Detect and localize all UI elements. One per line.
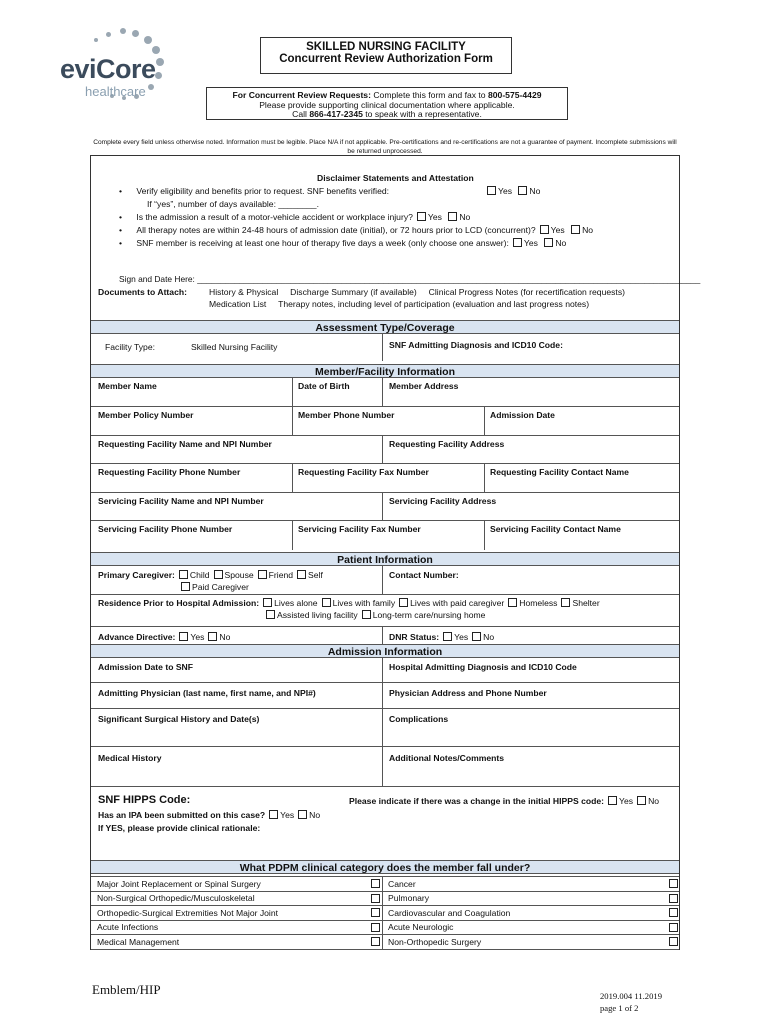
lives-alone-label: Lives alone [274,598,318,608]
bullet-therapy-notes: • All therapy notes are within 24-48 hours of admission date (initial), or 72 hours prior to LCD (concurrent)? Yes No [119,225,594,235]
divider [292,520,293,550]
shelter-label: Shelter [572,598,600,608]
pdpm-category-label: Orthopedic-Surgical Extremities Not Major Joint [97,907,279,918]
servicing-phone-field[interactable]: Servicing Facility Phone Number [98,524,233,534]
lives-family-checkbox[interactable] [322,598,331,607]
pdpm-category-label: Acute Infections [97,922,159,933]
yes-checkbox[interactable] [417,212,426,221]
row-line [91,520,679,521]
member-address-field[interactable]: Member Address [389,381,459,391]
requesting-contact-field[interactable]: Requesting Facility Contact Name [490,467,629,477]
pdpm-checkbox[interactable] [371,879,380,888]
pdpm-category-label: Cancer [388,878,416,889]
pdpm-checkbox[interactable] [371,894,380,903]
homeless-label: Homeless [519,598,558,608]
divider [382,876,383,949]
physician-field[interactable]: Admitting Physician (last name, first name, and NPI#) [98,688,316,698]
paid-caregiver-checkbox[interactable] [181,582,190,591]
member-name-field[interactable]: Member Name [98,381,157,391]
hipps-change-row [349,796,659,806]
call-prefix: Call [292,109,307,119]
form-body [90,155,701,950]
benefits-options [483,186,540,196]
form-title [260,37,512,74]
self-label: Self [308,570,323,580]
divider [382,626,383,644]
pdpm-category-label: Medical Management [97,936,180,947]
spouse-checkbox[interactable] [214,570,223,579]
completion-notice: Complete every field unless otherwise noted. Information must be legible. Place N/A if not applicable. Pre-certifications and re-certifications are not a guarantee of payment. Incomplete submissions will be returned unprocessed. [93,139,677,155]
documents-line1: History & Physical Discharge Summary (if available) Clinical Progress Notes (for recertification requests) [209,287,625,297]
pdpm-checkbox[interactable] [669,937,678,946]
lives-alone-checkbox[interactable] [263,598,272,607]
lives-family-label: Lives with family [332,598,396,608]
dnr-row [389,632,494,642]
documents-label: Documents to Attach: [98,287,187,297]
ipa-row [98,810,320,820]
assisted-checkbox[interactable] [266,610,275,619]
self-checkbox[interactable] [297,570,306,579]
no-label: No [459,212,471,222]
bullet-text: Verify eligibility and benefits prior to request. SNF benefits verified: [136,186,390,196]
yes-label: Yes [619,796,634,806]
divider [292,406,293,435]
yes-label: Yes [190,632,205,642]
patient-heading: Patient Information [91,552,679,566]
contact-number-field[interactable]: Contact Number: [389,570,459,580]
requesting-address-field[interactable]: Requesting Facility Address [389,439,505,449]
pdpm-category-label: Acute Neurologic [388,922,454,933]
member-heading: Member/Facility Information [91,364,679,378]
fax-text: Complete this form and fax to [373,90,486,100]
days-available: If “yes”, number of days available: ________. [147,199,319,209]
facility-type-label: Facility Type: [105,342,155,352]
divider [382,435,383,463]
title-line1: SKILLED NURSING FACILITY [306,41,466,53]
row-line [91,435,679,436]
hipps-change-label: Please indicate if there was a change in the initial HIPPS code: [349,796,605,806]
sign-and-date[interactable]: Sign and Date Here: ____________________________________________________________________________________________________________ [119,274,701,284]
requesting-fax-field[interactable]: Requesting Facility Fax Number [298,467,429,477]
hospital-diagnosis-field[interactable]: Hospital Admitting Diagnosis and ICD10 Code [389,662,577,672]
pdpm-category-label: Major Joint Replacement or Spinal Surgery [97,878,261,889]
pdpm-category-label: Pulmonary [388,893,430,904]
pdpm-checkbox[interactable] [669,879,678,888]
pdpm-checkbox[interactable] [371,923,380,932]
divider [292,463,293,492]
yes-label: Yes [454,632,469,642]
child-checkbox[interactable] [179,570,188,579]
row-line [91,876,679,877]
no-label: No [648,796,660,806]
phone-number: 866-417-2345 [309,109,363,119]
servicing-address-field[interactable]: Servicing Facility Address [389,496,497,506]
ipa-no-checkbox[interactable] [298,810,307,819]
divider [382,566,383,594]
pdpm-checkbox[interactable] [669,894,678,903]
pdpm-heading: What PDPM clinical category does the member fall under? [91,860,679,874]
no-checkbox[interactable] [518,186,527,195]
fax-instructions [206,87,568,120]
admission-date-snf-field[interactable]: Admission Date to SNF [98,662,194,672]
residence-row2 [262,610,485,620]
yes-label: Yes [427,212,442,222]
complications-field[interactable]: Complications [389,714,449,724]
pdpm-checkbox[interactable] [371,908,380,917]
logo-sub: healthcare [85,84,146,99]
surgical-history-field[interactable]: Significant Surgical History and Date(s) [98,714,260,724]
advance-yes-checkbox[interactable] [179,632,188,641]
row-line [91,934,679,935]
ipa-yes-checkbox[interactable] [269,810,278,819]
bullet-therapy-hours: • SNF member is receiving at least one hour of therapy five days a week (only choose one answer): Yes No [119,238,567,248]
shelter-checkbox[interactable] [561,598,570,607]
facility-type-value[interactable]: Skilled Nursing Facility [191,342,278,352]
no-label: No [529,186,541,196]
longterm-checkbox[interactable] [362,610,371,619]
servicing-contact-field[interactable]: Servicing Facility Contact Name [490,524,621,534]
divider [382,378,383,406]
no-label: No [219,632,231,642]
yes-checkbox[interactable] [513,238,522,247]
yes-checkbox[interactable] [487,186,496,195]
servicing-name-field[interactable]: Servicing Facility Name and NPI Number [98,496,264,506]
dnr-label: DNR Status: [389,632,440,642]
row-line [91,406,679,407]
no-label: No [483,632,495,642]
additional-notes-field[interactable]: Additional Notes/Comments [389,753,505,763]
hipps-no-checkbox[interactable] [637,796,646,805]
yes-label: Yes [280,810,295,820]
row-line [91,708,679,709]
divider [484,463,485,492]
lives-paid-checkbox[interactable] [399,598,408,607]
fax-number: 800-575-4429 [487,90,542,100]
divider [484,520,485,550]
dnr-yes-checkbox[interactable] [443,632,452,641]
row-line [91,891,679,892]
spouse-label: Spouse [224,570,254,580]
call-suffix: to speak with a representative. [365,109,482,119]
advance-directive-row [98,632,230,642]
caregiver-row [98,570,323,580]
yes-label: Yes [523,238,538,248]
admission-date-field[interactable]: Admission Date [490,410,555,420]
pdpm-category-label: Non-Orthopedic Surgery [388,936,482,947]
version-number: 2019.004 11.2019 [600,991,662,1001]
logo-dot [155,72,162,79]
dob-field[interactable]: Date of Birth [298,381,350,391]
assisted-label: Assisted living facility [277,610,358,620]
divider [292,378,293,406]
residence-label: Residence Prior to Hospital Admission: [98,598,260,608]
no-checkbox[interactable] [571,225,580,234]
logo-dot [106,32,111,37]
row-line [91,786,679,787]
row-line [91,949,679,950]
member-phone-field[interactable]: Member Phone Number [298,410,395,420]
no-label: No [309,810,321,820]
yes-checkbox[interactable] [540,225,549,234]
no-checkbox[interactable] [448,212,457,221]
row-line [91,594,679,595]
pdpm-checkbox[interactable] [669,923,678,932]
medical-history-field[interactable]: Medical History [98,753,162,763]
logo-dot [94,38,98,42]
logo-dot [156,58,164,66]
caregiver-label: Primary Caregiver: [98,570,175,580]
yes-label: Yes [550,225,565,235]
physician-address-field[interactable]: Physician Address and Phone Number [389,688,547,698]
logo-dot [152,46,160,54]
bullet-text: SNF member is receiving at least one hour of therapy five days a week (only choose one answer): [136,238,509,248]
clinical-rationale-field[interactable]: If YES, please provide clinical rationale: [98,823,261,833]
pdpm-category-label: Non-Surgical Orthopedic/Musculoskeletal [97,893,255,904]
friend-label: Friend [268,570,294,580]
footer-version [600,990,662,1014]
pdpm-checkbox[interactable] [371,937,380,946]
footer-plan: Emblem/HIP [92,982,161,997]
row-line [91,463,679,464]
friend-checkbox[interactable] [258,570,267,579]
row-line [91,492,679,493]
hipps-heading: SNF HIPPS Code: [98,794,191,806]
ipa-label: Has an IPA been submitted on this case? [98,810,266,820]
no-label: No [555,238,567,248]
title-line2: Concurrent Review Authorization Form [279,53,493,65]
page-number: page 1 of 2 [600,1003,639,1013]
servicing-fax-field[interactable]: Servicing Facility Fax Number [298,524,421,534]
row-line [91,920,679,921]
homeless-checkbox[interactable] [508,598,517,607]
lives-paid-label: Lives with paid caregiver [410,598,505,608]
logo-dot [144,36,152,44]
snf-diagnosis-field[interactable]: SNF Admitting Diagnosis and ICD10 Code: [389,340,563,350]
row-line [91,905,679,906]
row-line [91,682,679,683]
yes-label: Yes [498,186,513,196]
bullet-text: All therapy notes are within 24-48 hours of admission date (initial), or 72 hours prior to LCD (concurrent)? [136,225,536,235]
residence-row [98,598,600,608]
longterm-label: Long-term care/nursing home [372,610,486,620]
row-line [91,626,679,627]
disclaimer-heading: Disclaimer Statements and Attestation [317,173,474,183]
child-label: Child [189,570,210,580]
no-checkbox[interactable] [544,238,553,247]
advance-label: Advance Directive: [98,632,176,642]
pdpm-category-label: Cardiovascular and Coagulation [388,907,511,918]
bullet-text: Is the admission a result of a motor-vehicle accident or workplace injury? [136,212,413,222]
logo-brand: eviCore [60,54,156,84]
evicore-logo [60,28,170,108]
advance-no-checkbox[interactable] [208,632,217,641]
row-line [91,746,679,747]
divider [382,334,383,361]
paid-caregiver-row [177,582,249,592]
logo-dot [132,30,139,37]
bullet-accident: • Is the admission a result of a motor-vehicle accident or workplace injury? Yes No [119,212,471,222]
assessment-heading: Assessment Type/Coverage [91,320,679,334]
fax-label: For Concurrent Review Requests: [232,90,371,100]
divider [484,406,485,435]
requesting-name-field[interactable]: Requesting Facility Name and NPI Number [98,439,272,449]
pdpm-checkbox[interactable] [669,908,678,917]
dnr-no-checkbox[interactable] [472,632,481,641]
fax-line2: Please provide supporting clinical documentation where applicable. [259,99,515,110]
bullet-benefits: • Verify eligibility and benefits prior to request. SNF benefits verified: [119,186,390,196]
paid-caregiver-label: Paid Caregiver [192,582,249,592]
requesting-phone-field[interactable]: Requesting Facility Phone Number [98,467,241,477]
divider [382,492,383,520]
hipps-yes-checkbox[interactable] [608,796,617,805]
divider [382,658,383,786]
logo-dot [120,28,126,34]
admission-heading: Admission Information [91,644,679,658]
no-label: No [582,225,594,235]
policy-number-field[interactable]: Member Policy Number [98,410,194,420]
documents-line2: Medication List Therapy notes, including level of participation (evaluation and last progress notes) [209,299,590,309]
